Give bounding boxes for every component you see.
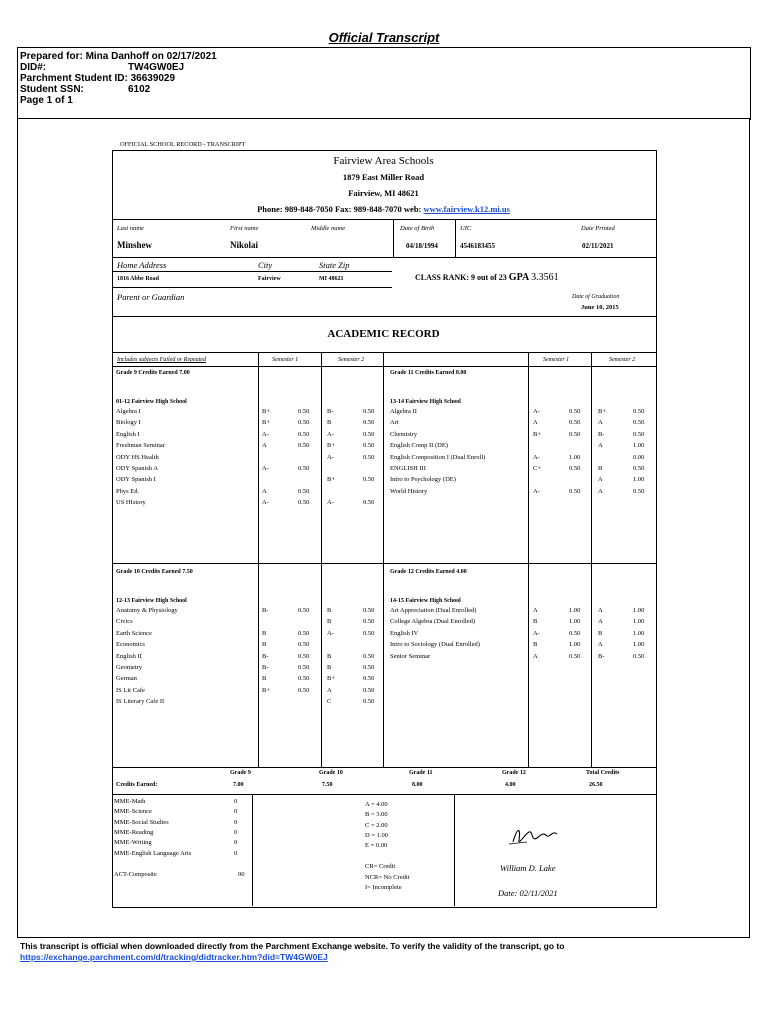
sem2-credit: 1.00 xyxy=(633,607,645,614)
grade10-title: Grade 10 Credits Earned 7.50 xyxy=(116,569,193,575)
class-rank: CLASS RANK: 9 out of 23 GPA 3.3561 xyxy=(415,272,559,283)
credit-code-item: NCR= No Credit xyxy=(365,873,410,881)
sem2-credit: 1.00 xyxy=(633,476,645,484)
sem1-grade: A- xyxy=(262,465,269,472)
test-name: MME-Math xyxy=(114,798,146,805)
sem1-credit: 0.50 xyxy=(298,419,310,427)
prepared-for: Prepared for: Mina Danhoff on 02/17/2021 xyxy=(20,51,217,62)
page-number: Page 1 of 1 xyxy=(20,95,73,106)
sem1-grade: B+ xyxy=(533,430,542,438)
sem2-grade: B xyxy=(327,618,332,626)
course-name: English I xyxy=(116,430,140,438)
g9-sem1-header: Semester 1 xyxy=(272,357,299,363)
grade9-title: Grade 9 Credits Earned 7.00 xyxy=(116,370,190,376)
sem2-grade: B- xyxy=(598,652,605,660)
school-name: Fairview Area Schools xyxy=(333,155,434,167)
sem2-grade: A xyxy=(598,641,603,649)
sem1-grade: A- xyxy=(533,453,540,461)
totals-value: 7.00 xyxy=(233,782,244,788)
test-score: 0 xyxy=(234,828,238,836)
sem2-credit: 1.00 xyxy=(633,442,645,450)
sem1-grade: B- xyxy=(262,664,269,671)
sem1-grade: A- xyxy=(262,499,269,507)
grade12-title: Grade 12 Credits Earned 4.00 xyxy=(390,569,467,575)
sem2-credit: 0.50 xyxy=(633,652,645,660)
course-name: World History xyxy=(390,487,428,495)
sem1-grade: A- xyxy=(533,629,540,637)
sem2-credit: 0.50 xyxy=(633,419,645,427)
middle-name-label: Middle name xyxy=(311,225,346,232)
sem2-credit: 0.50 xyxy=(363,686,375,694)
sem2-grade: B+ xyxy=(327,442,336,450)
test-name: MME-Writing xyxy=(114,839,152,847)
sem1-credit: 0.50 xyxy=(569,487,581,495)
totals-header: Grade 12 xyxy=(502,770,526,776)
sem2-grade: B xyxy=(327,664,332,671)
sem1-grade: B+ xyxy=(262,686,271,694)
sem1-grade: A xyxy=(533,607,538,614)
sem2-grade: A xyxy=(327,686,332,694)
graduation-date: June 10, 2015 xyxy=(581,304,619,311)
sem1-credit: 1.00 xyxy=(569,453,581,461)
sem2-grade: C xyxy=(327,698,332,706)
sem2-credit: 0.50 xyxy=(633,465,645,472)
test-name: MME-English Language Arts xyxy=(114,849,192,857)
sem2-grade: B xyxy=(598,465,603,472)
sem2-credit: 0.50 xyxy=(363,499,375,507)
home-address-label: Home Address xyxy=(117,260,167,270)
grade-scale-item: A = 4.00 xyxy=(365,801,388,808)
sem2-credit: 1.00 xyxy=(633,618,645,626)
totals-value: 26.50 xyxy=(589,782,603,788)
date-printed: 02/11/2021 xyxy=(582,242,614,250)
sem1-credit: 0.50 xyxy=(298,487,310,495)
course-name: English II xyxy=(116,652,142,660)
sem1-grade: B xyxy=(262,675,267,683)
signer-name: William D. Lake xyxy=(500,863,556,873)
course-name: Algebra I xyxy=(116,408,141,415)
course-name: ODY Spanish I xyxy=(116,476,156,484)
sem1-credit: 0.50 xyxy=(298,408,310,415)
course-name: German xyxy=(116,675,137,683)
course-name: Senior Seminar xyxy=(390,652,431,660)
course-name: Economics xyxy=(116,641,145,649)
sem2-grade: B+ xyxy=(327,476,336,484)
sem1-grade: B xyxy=(533,641,538,649)
test-score: 0 xyxy=(234,849,238,857)
city: Fairview xyxy=(258,276,281,282)
sem2-credit: 1.00 xyxy=(633,641,645,649)
g11-sem1-header: Semester 1 xyxy=(543,357,570,363)
course-name: Earth Science xyxy=(116,629,152,637)
g9-sem2-header: Semester 2 xyxy=(338,357,365,363)
academic-record-title: ACADEMIC RECORD xyxy=(327,328,440,340)
includes-note: Includes subjects Failed or Repeated xyxy=(117,357,206,363)
grade11-title: Grade 11 Credits Earned 8.00 xyxy=(390,370,467,376)
sem2-grade: A xyxy=(598,476,603,484)
sem2-grade: A- xyxy=(327,499,334,507)
test-score: 0 xyxy=(234,818,238,826)
dob: 04/18/1994 xyxy=(406,242,438,250)
credits-earned-label: Credits Earned: xyxy=(116,782,158,788)
sem2-credit: 0.50 xyxy=(363,476,375,484)
act-score: 00 xyxy=(238,871,245,878)
test-score: 0 xyxy=(234,808,238,816)
sem2-credit: 0.50 xyxy=(633,408,645,415)
course-name: Art Appreciation (Dual Enrolled) xyxy=(390,607,477,614)
school-website-link[interactable]: www.fairview.k12.mi.us xyxy=(423,204,510,214)
sem1-credit: 0.50 xyxy=(298,499,310,507)
sem2-credit: 0.50 xyxy=(363,698,375,706)
course-name: Intro to Sociology (Dual Enrolled) xyxy=(390,641,480,649)
course-name: ENGLISH III xyxy=(390,465,426,472)
sem1-credit: 0.50 xyxy=(298,675,310,683)
sem1-credit: 0.50 xyxy=(569,465,581,472)
school-contact: Phone: 989-848-7050 Fax: 989-848-7070 web: xyxy=(257,204,422,214)
act-name: ACT-Composite xyxy=(114,871,157,878)
sem2-grade: B xyxy=(327,607,332,614)
totals-value: 4.00 xyxy=(505,782,516,788)
sem2-credit: 0.50 xyxy=(363,607,375,614)
first-name-label: First name xyxy=(230,225,259,232)
sem1-credit: 0.50 xyxy=(298,465,310,472)
sem1-credit: 0.50 xyxy=(569,430,581,438)
ssn-value: 6102 xyxy=(128,84,151,95)
ssn-label: Student SSN: xyxy=(20,84,84,95)
sem2-credit: 1.00 xyxy=(633,629,645,637)
sem1-grade: A- xyxy=(533,408,540,415)
course-name: English IV xyxy=(390,629,419,637)
course-name: ODY Spanish A xyxy=(116,465,159,472)
sem2-grade: A xyxy=(598,487,603,495)
test-score: 0 xyxy=(234,839,238,847)
totals-header: Grade 9 xyxy=(230,770,251,776)
sem2-grade: A- xyxy=(327,430,334,438)
course-name: Art xyxy=(390,419,399,427)
did-value: TW4GW0EJ xyxy=(128,62,185,73)
g11-sem2-header: Semester 2 xyxy=(609,357,636,363)
grade9-school: 01-12 Fairview High School xyxy=(116,399,187,405)
sem2-credit: 0.50 xyxy=(363,408,375,415)
totals-header: Grade 10 xyxy=(319,770,343,776)
header-divider xyxy=(17,118,750,119)
sem2-grade: B xyxy=(327,419,332,427)
grade11-school: 13-14 Fairview High School xyxy=(390,399,461,405)
sem2-grade: A xyxy=(598,442,603,450)
test-name: MME-Science xyxy=(114,808,152,816)
sem1-grade: B xyxy=(262,641,267,649)
sem1-credit: 1.00 xyxy=(569,641,581,649)
sem1-grade: A- xyxy=(533,487,540,495)
totals-value: 8.00 xyxy=(412,782,423,788)
sem1-credit: 0.50 xyxy=(569,419,581,427)
sem1-grade: B- xyxy=(262,607,269,614)
sem2-grade: A xyxy=(598,607,603,614)
first-name: Nikolai xyxy=(230,240,259,250)
sem1-credit: 0.50 xyxy=(569,652,581,660)
sem2-credit: 0.50 xyxy=(363,442,375,450)
sem2-credit: 0.50 xyxy=(633,487,645,495)
record-caption: OFFICIAL SCHOOL RECORD - TRANSCRIPT xyxy=(120,141,246,148)
school-address: 1879 East Miller Road xyxy=(342,172,425,182)
sem1-grade: B+ xyxy=(262,419,271,427)
course-name: Chemistry xyxy=(390,430,418,438)
header-info xyxy=(20,51,217,106)
sem1-credit: 1.00 xyxy=(569,607,581,614)
sem2-credit: 0.50 xyxy=(363,419,375,427)
sem1-grade: B xyxy=(533,618,538,626)
course-name: Algebra II xyxy=(390,408,417,415)
sem1-grade: A xyxy=(533,419,538,427)
course-name: English Composition I (Dual Enroll) xyxy=(390,453,486,461)
sem2-grade: A- xyxy=(327,629,334,637)
sem2-grade: A- xyxy=(327,453,334,461)
date-printed-label: Date Printed xyxy=(581,225,615,232)
parent-label: Parent or Guardian xyxy=(117,292,185,302)
totals-value: 7.50 xyxy=(322,782,333,788)
sem2-credit: 0.50 xyxy=(633,430,645,438)
sem2-credit: 0.50 xyxy=(363,629,375,637)
totals-header: Total Credits xyxy=(586,770,620,776)
grade-scale-item: E = 0.00 xyxy=(365,842,388,850)
credit-code-item: I= Incomplete xyxy=(365,884,402,891)
sem1-credit: 0.50 xyxy=(569,629,581,637)
course-name: College Algebra (Dual Enrolled) xyxy=(390,618,476,626)
totals-header: Grade 11 xyxy=(409,770,433,776)
sem2-credit: 0.50 xyxy=(363,430,375,438)
sem1-credit: 0.50 xyxy=(298,442,310,450)
grade10-school: 12-13 Fairview High School xyxy=(116,598,187,604)
sem2-grade: A xyxy=(598,618,603,626)
course-name: Civics xyxy=(116,618,133,626)
course-name: English Comp II (DE) xyxy=(390,442,448,450)
school-block xyxy=(112,153,655,217)
grade-scale-item: D = 1.00 xyxy=(365,831,388,839)
course-name: Geometry xyxy=(116,664,142,671)
verify-link[interactable]: https://exchange.parchment.com/d/tracking/didtracker.htm?did=TW4GW0EJ xyxy=(20,952,328,962)
course-name: Anatomy & Physiology xyxy=(116,607,178,614)
sem2-credit: 0.50 xyxy=(363,675,375,683)
sem1-grade: A- xyxy=(262,430,269,438)
sem1-credit: 0.50 xyxy=(298,652,310,660)
sem1-grade: B- xyxy=(262,652,269,660)
city-label: City xyxy=(258,260,273,270)
state-zip-label: State Zip xyxy=(319,260,350,270)
sem1-grade: C+ xyxy=(533,465,542,472)
last-name: Minshew xyxy=(117,240,153,250)
page-border-bottom xyxy=(17,937,750,938)
course-name: Intro to Psychology (DE) xyxy=(390,476,456,484)
course-name: Biology I xyxy=(116,419,141,427)
page-border-left xyxy=(17,118,18,937)
dob-label: Date of Birth xyxy=(400,225,435,232)
sem1-credit: 0.50 xyxy=(298,664,310,671)
sem2-grade: B+ xyxy=(327,675,336,683)
last-name-label: Last name xyxy=(117,225,144,232)
uic: 4546183455 xyxy=(460,242,495,250)
state-zip: MI 48621 xyxy=(319,276,344,282)
did-label: DID#: xyxy=(20,62,47,73)
sem1-grade: A xyxy=(533,652,538,660)
course-name: ODY HS Health xyxy=(116,453,159,461)
page-border-right xyxy=(749,118,750,937)
sem1-credit: 0.50 xyxy=(298,629,310,637)
signature-image xyxy=(505,820,565,850)
sem1-credit: 0.50 xyxy=(569,408,581,415)
test-name: MME-Social Studies xyxy=(114,818,169,826)
sem1-credit: 0.50 xyxy=(298,641,310,649)
home-address: 1816 Abbe Road xyxy=(117,276,160,282)
footer-text: This transcript is official when downloaded directly from the Parchment Exchange website. To verify the validity of the transcript, go to xyxy=(20,941,565,951)
grade-scale-item: B = 3.00 xyxy=(365,811,388,819)
test-score: 0 xyxy=(234,798,238,805)
sem1-grade: B xyxy=(262,629,267,637)
course-name: Phys Ed. xyxy=(116,487,140,495)
footer xyxy=(20,941,745,963)
sem2-credit: 0.50 xyxy=(363,664,375,671)
graduation-label: Date of Graduation xyxy=(572,294,620,300)
gpa-label: GPA xyxy=(508,272,530,283)
grade12-school: 14-15 Fairview High School xyxy=(390,598,461,604)
parchment-id: Parchment Student ID: 36639029 xyxy=(20,73,176,84)
sem1-credit: 0.50 xyxy=(298,607,310,614)
uic-label: UIC xyxy=(460,225,472,232)
course-name: US HIstory xyxy=(116,499,146,507)
sem1-credit: 1.00 xyxy=(569,618,581,626)
sem2-grade: B- xyxy=(327,408,334,415)
school-city: Fairview, MI 48621 xyxy=(348,188,419,198)
sem2-grade: B- xyxy=(598,430,605,438)
credit-code-item: CR= Credit xyxy=(365,863,396,870)
sem2-credit: 0.50 xyxy=(363,453,375,461)
sem1-grade: A xyxy=(262,442,267,450)
sem2-grade: B xyxy=(598,629,603,637)
sem2-credit: 0.00 xyxy=(633,453,645,461)
doc-title: Official Transcript xyxy=(328,30,440,45)
sem1-grade: A xyxy=(262,487,267,495)
sem2-credit: 0.50 xyxy=(363,652,375,660)
sem2-grade: B+ xyxy=(598,408,607,415)
sem1-credit: 0.50 xyxy=(298,430,310,438)
test-name: MME-Reading xyxy=(114,828,154,836)
course-name: IS Literary Cafe II xyxy=(116,698,165,706)
sem1-grade: B+ xyxy=(262,408,271,415)
gpa-value: 3.3561 xyxy=(531,272,559,283)
sem1-credit: 0.50 xyxy=(298,686,310,694)
course-name: IS Lit Cafe xyxy=(116,686,145,694)
grade-scale-item: C = 2.00 xyxy=(365,821,388,829)
sem2-grade: B xyxy=(327,652,332,660)
sem2-credit: 0.50 xyxy=(363,618,375,626)
sem2-grade: A xyxy=(598,419,603,427)
course-name: Freshman Seminar xyxy=(116,442,165,450)
signature-date: Date: 02/11/2021 xyxy=(498,888,558,898)
